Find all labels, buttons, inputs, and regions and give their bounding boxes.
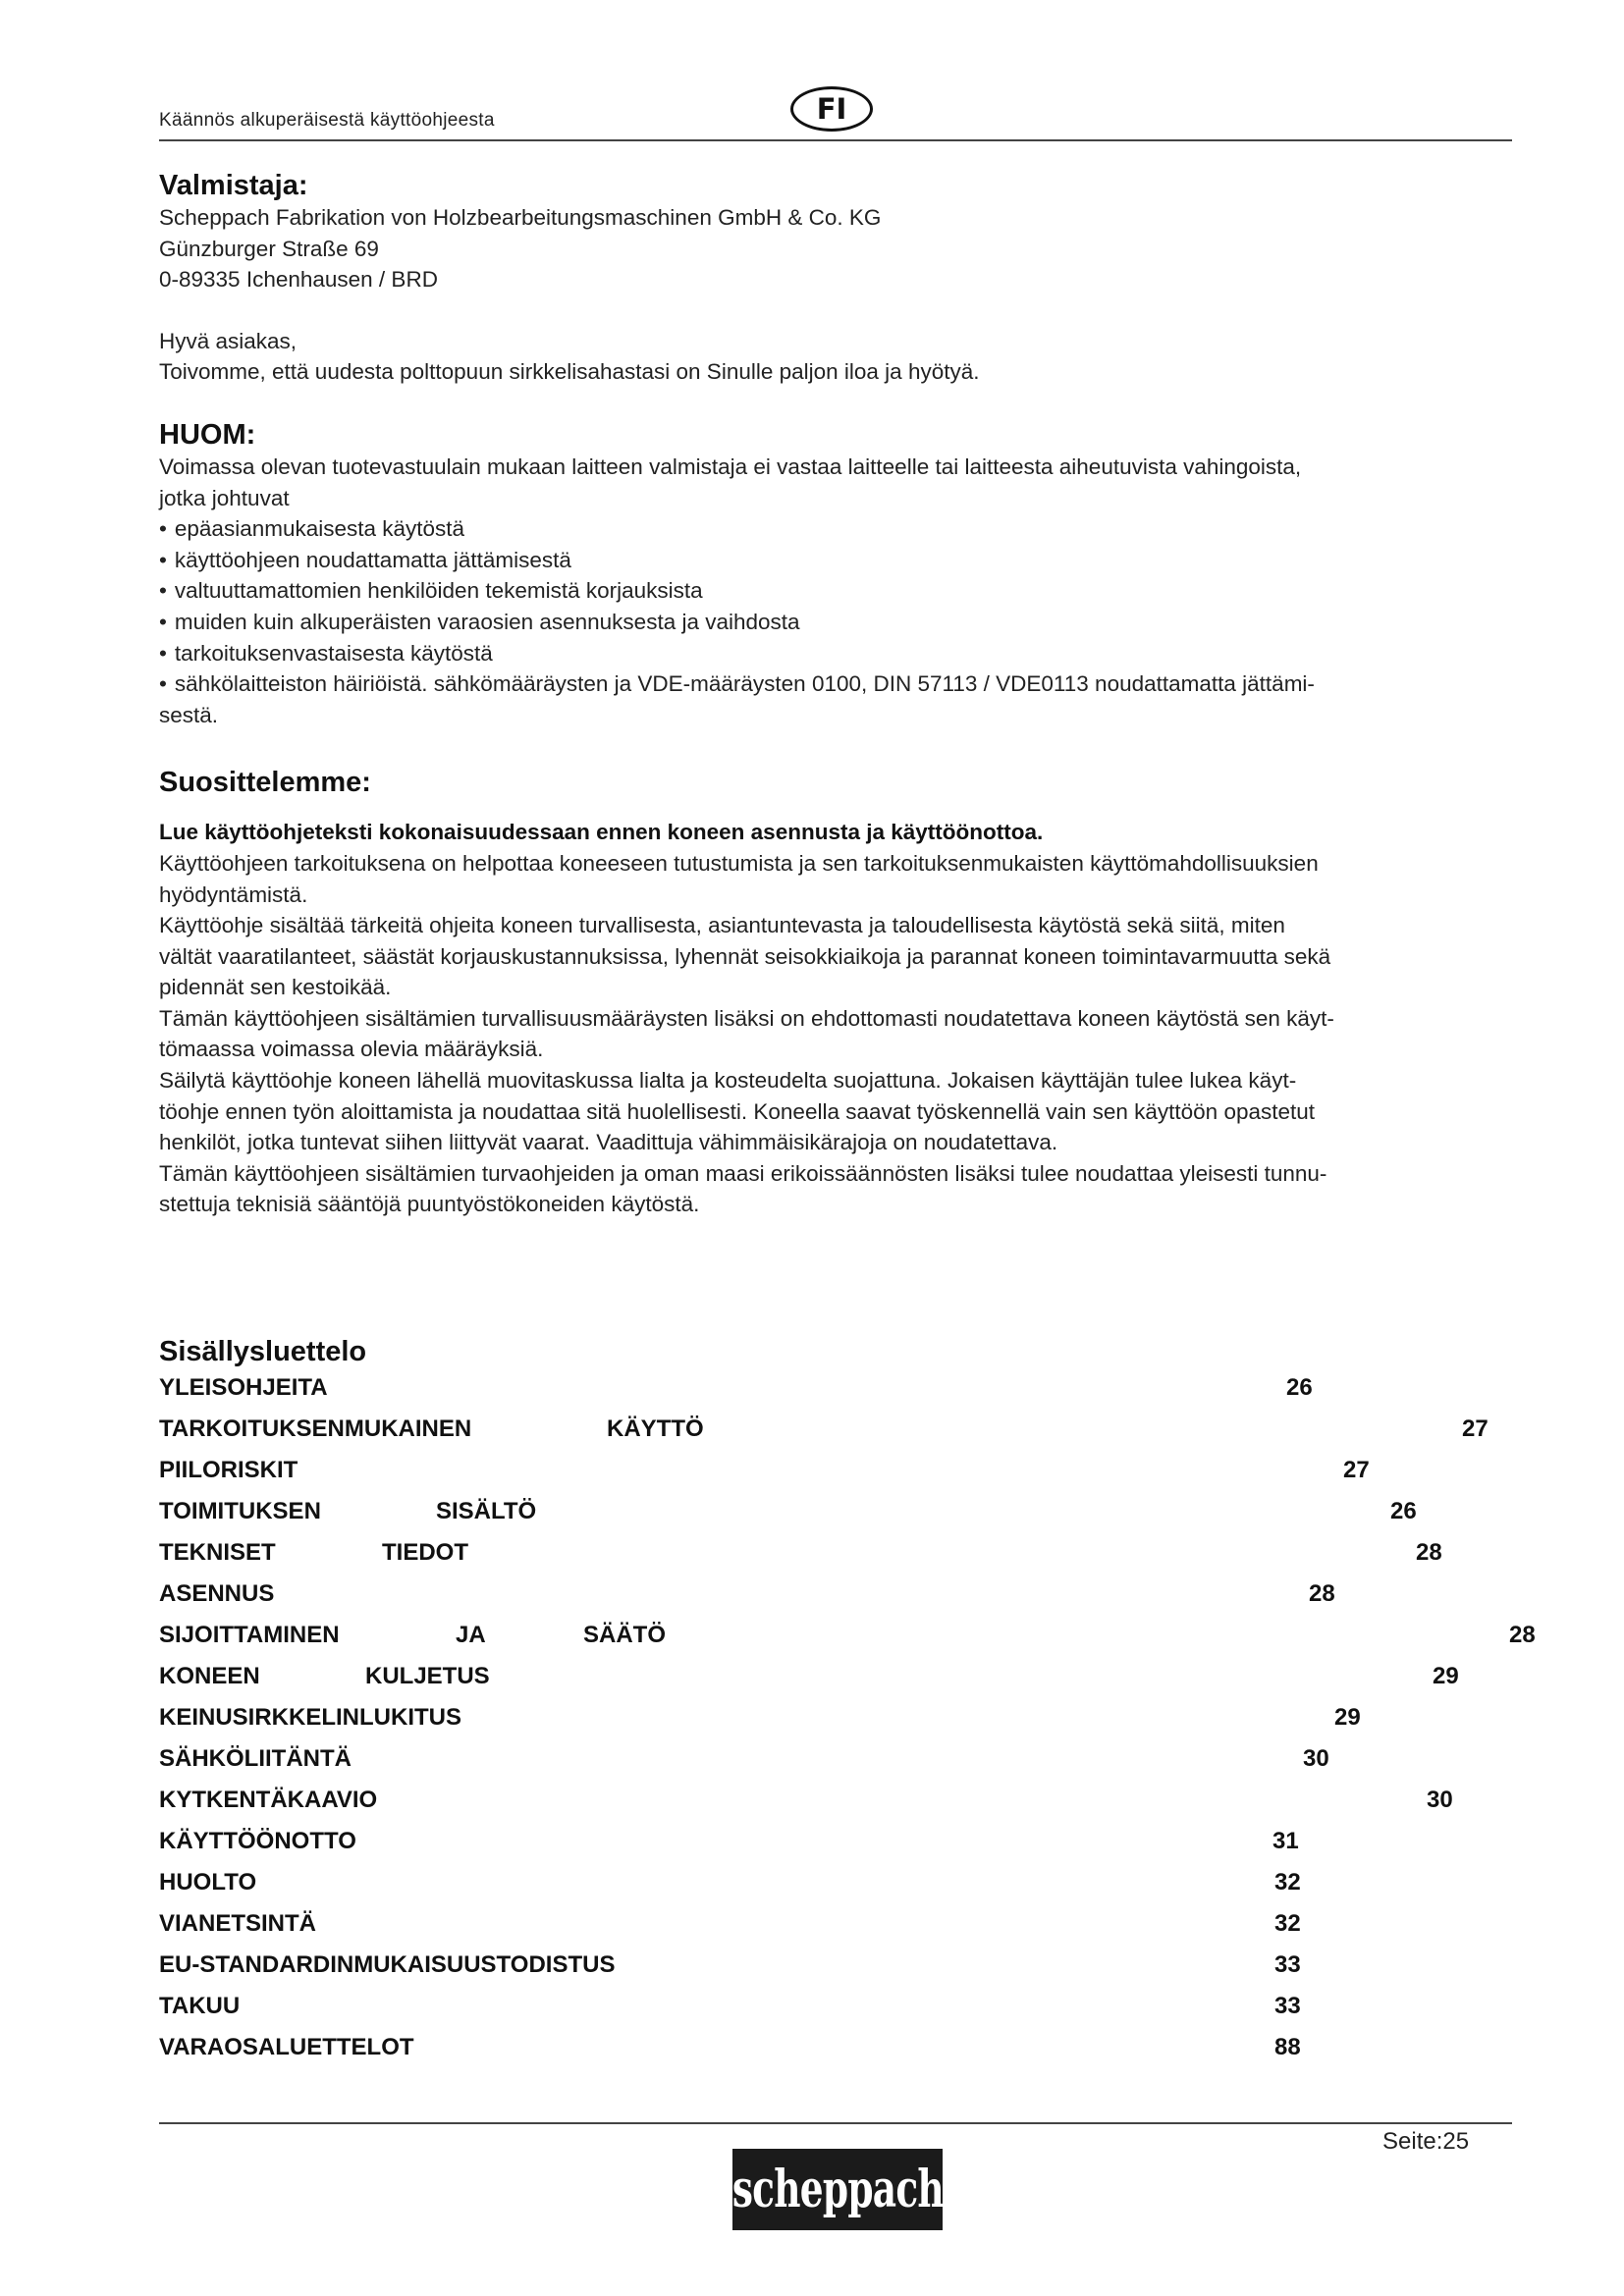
toc-entry-title: KONEEN: [159, 1663, 260, 1689]
toc-entry[interactable]: [159, 1415, 1534, 1445]
toc-entry-page: 28: [1309, 1580, 1335, 1607]
toc-entry[interactable]: [159, 1663, 1534, 1692]
toc-entry[interactable]: [159, 1951, 1534, 1981]
greeting-line: Toivomme, että uudesta polttopuun sirkkelisahastasi on Sinulle paljon iloa ja hyötyä.: [159, 359, 980, 385]
toc-entry-title: TOIMITUKSEN: [159, 1498, 321, 1524]
greeting-line: Hyvä asiakas,: [159, 328, 298, 353]
notice-section: [159, 418, 1519, 730]
notice-tail: sestä.: [159, 702, 219, 727]
toc-entry-page: 26: [1390, 1498, 1417, 1524]
scheppach-logo: [732, 2149, 943, 2230]
header-title: Käännös alkuperäisestä käyttöohjeesta: [159, 110, 495, 131]
toc-entry-page: 33: [1274, 1951, 1301, 1978]
toc-entry[interactable]: [159, 1869, 1534, 1898]
recommend-line: pidennät sen kestoikää.: [159, 975, 392, 1000]
toc-entry-page: 29: [1433, 1663, 1459, 1689]
recommend-line: hyödyntämistä.: [159, 881, 308, 907]
toc-entry-title: TAKUU: [159, 1993, 241, 2019]
recommend-line: Tämän käyttöohjeen sisältämien turvallisuusmääräysten lisäksi on ehdottomasti noudatettava koneen käytöstä sen käyt-: [159, 1005, 1334, 1031]
toc-entry-title: PIILORISKIT: [159, 1457, 298, 1483]
toc-entry-page: 32: [1274, 1910, 1301, 1937]
toc-entry-title: SIJOITTAMINEN: [159, 1622, 340, 1648]
toc-entry[interactable]: [159, 1704, 1534, 1734]
recommend-section: [159, 766, 1519, 1220]
list-item: • tarkoituksenvastaisesta käytöstä: [159, 638, 1519, 669]
recommend-line: töohje ennen työn aloittamista ja noudattaa sitä huolellisesti. Koneella saavat työskennellä vain sen käyttöön opastetut: [159, 1098, 1316, 1124]
toc-entry-title: HUOLTO: [159, 1869, 257, 1896]
greeting-section: [159, 326, 1519, 388]
toc-entry-title: KÄYTTÖÖNOTTO: [159, 1828, 356, 1854]
notice-intro-line: Voimassa olevan tuotevastuulain mukaan laitteen valmistaja ei vastaa laitteelle tai laitteesta aiheutuvista vahingoista,: [159, 454, 1302, 479]
recommend-line: stettuja teknisiä sääntöjä puuntyöstökoneiden käytöstä.: [159, 1192, 700, 1217]
list-item: • valtuuttamattomien henkilöiden tekemistä korjauksista: [159, 575, 1519, 607]
toc-entry[interactable]: [159, 1498, 1534, 1527]
recommend-heading: Suosittelemme:: [159, 767, 371, 799]
language-badge: FI: [790, 86, 873, 132]
toc-entry-title: ASENNUS: [159, 1580, 275, 1607]
toc-entry-title: KULJETUS: [365, 1663, 490, 1689]
toc-entry-title: EU-STANDARDINMUKAISUUSTODISTUS: [159, 1951, 616, 1978]
toc-entry-page: 30: [1427, 1787, 1453, 1813]
header-rule: [159, 139, 1512, 141]
toc-entry-title: SÄÄTÖ: [583, 1622, 666, 1648]
toc-entry-title: VARAOSALUETTELOT: [159, 2034, 414, 2060]
recommend-line: Tämän käyttöohjeen sisältämien turvaohjeiden ja oman maasi erikoissäännösten lisäksi tulee noudattaa yleisesti tunnu-: [159, 1160, 1327, 1186]
page-content: [159, 169, 1519, 1220]
manufacturer-line: 0-89335 Ichenhausen / BRD: [159, 267, 438, 293]
toc-entry[interactable]: [159, 1580, 1534, 1610]
toc-heading: Sisällysluettelo: [159, 1336, 367, 1367]
recommend-line: Käyttöohjeen tarkoituksena on helpottaa koneeseen tutustumista ja sen tarkoituksenmukaisten käyttömahdollisuuksien: [159, 850, 1319, 876]
footer-rule: [159, 2122, 1512, 2124]
toc-entry[interactable]: [159, 1828, 1534, 1857]
list-item: • sähkölaitteiston häiriöistä. sähkömääräysten ja VDE-määräysten 0100, DIN 57113 / VDE0113 noudattamatta jättämi-: [159, 668, 1519, 700]
toc-entry-title: TIEDOT: [382, 1539, 468, 1566]
toc-entry-page: 26: [1286, 1374, 1313, 1401]
toc-entry-page: 27: [1462, 1415, 1489, 1442]
recommend-lead: Lue käyttöohjeteksti kokonaisuudessaan ennen koneen asennusta ja käyttöönottoa.: [159, 820, 1044, 845]
toc-entry[interactable]: [159, 1622, 1534, 1651]
toc-entry[interactable]: [159, 1374, 1534, 1404]
toc-entry[interactable]: [159, 2034, 1534, 2063]
toc-entry-page: 29: [1334, 1704, 1361, 1731]
notice-intro-line: jotka johtuvat: [159, 485, 290, 510]
toc-entry-page: 28: [1416, 1539, 1442, 1566]
manufacturer-line: Scheppach Fabrikation von Holzbearbeitungsmaschinen GmbH & Co. KG: [159, 205, 882, 230]
logo-wordmark: scheppach: [731, 2160, 944, 2219]
recommend-line: henkilöt, jotka tuntevat siihen liittyvät vaarat. Vaadittuja vähimmäisikärajoja on noudatettava.: [159, 1130, 1058, 1155]
toc-entry-title: YLEISOHJEITA: [159, 1374, 328, 1401]
list-item: • käyttöohjeen noudattamatta jättämisestä: [159, 545, 1519, 576]
toc-entry[interactable]: [159, 1787, 1534, 1816]
table-of-contents: [159, 1336, 1536, 2120]
toc-entry-page: 88: [1274, 2034, 1301, 2060]
toc-entry-page: 32: [1274, 1869, 1301, 1896]
recommend-line: Käyttöohje sisältää tärkeitä ohjeita koneen turvallisesta, asiantuntevasta ja taloudellisesta käytöstä sekä siitä, miten: [159, 913, 1285, 938]
list-item: • epäasianmukaisesta käytöstä: [159, 513, 1519, 545]
toc-entry-title: VIANETSINTÄ: [159, 1910, 317, 1937]
toc-entry[interactable]: [159, 1457, 1534, 1486]
toc-entry-title: SÄHKÖLIITÄNTÄ: [159, 1745, 352, 1772]
toc-entry-page: 28: [1509, 1622, 1536, 1648]
toc-entry-page: 31: [1272, 1828, 1299, 1854]
toc-entry[interactable]: [159, 1910, 1534, 1940]
toc-entry[interactable]: [159, 1993, 1534, 2022]
toc-entry-title: JA: [456, 1622, 486, 1648]
recommend-line: Säilytä käyttöohje koneen lähellä muovitaskussa lialta ja kosteudelta suojattuna. Jokaisen käyttäjän tulee lukea käyt-: [159, 1068, 1297, 1094]
toc-entry-title: SISÄLTÖ: [436, 1498, 537, 1524]
notice-list: [159, 513, 1519, 700]
toc-entry[interactable]: [159, 1745, 1534, 1775]
toc-entry-page: 30: [1303, 1745, 1329, 1772]
recommend-line: tömaassa voimassa olevia määräyksiä.: [159, 1037, 544, 1062]
manufacturer-line: Günzburger Straße 69: [159, 236, 379, 261]
toc-entry-title: KEINUSIRKKELINLUKITUS: [159, 1704, 462, 1731]
manufacturer-section: [159, 169, 1519, 295]
toc-entry-title: KÄYTTÖ: [607, 1415, 704, 1442]
toc-entry-page: 27: [1343, 1457, 1370, 1483]
notice-heading: HUOM:: [159, 418, 256, 451]
page-number: Seite:25: [1382, 2128, 1470, 2155]
toc-entry-title: TEKNISET: [159, 1539, 276, 1566]
toc-entry-title: KYTKENTÄKAAVIO: [159, 1787, 378, 1813]
toc-entry-title: TARKOITUKSENMUKAINEN: [159, 1415, 472, 1442]
manufacturer-heading: Valmistaja:: [159, 170, 308, 201]
recommend-line: vältät vaaratilanteet, säästät korjauskustannuksissa, lyhennät seisokkiaikoja ja parannat koneen toimintavarmuutta sekä: [159, 943, 1331, 969]
list-item: • muiden kuin alkuperäisten varaosien asennuksesta ja vaihdosta: [159, 607, 1519, 638]
toc-entry-page: 33: [1274, 1993, 1301, 2019]
toc-entry[interactable]: [159, 1539, 1534, 1569]
